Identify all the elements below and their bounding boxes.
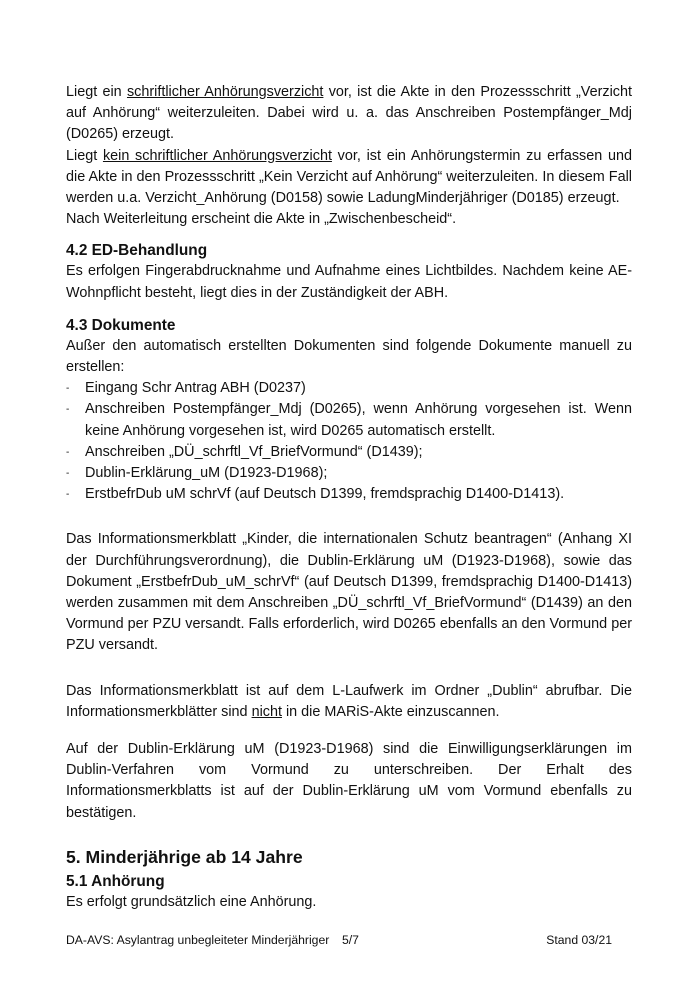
- underlined-text: schriftlicher Anhörungsverzicht: [126, 84, 324, 100]
- list-item: - Anschreiben Postempfänger_Mdj (D0265), wenn Anhörung vorgesehen ist. Wenn keine Anhörung vorgesehen ist, wird D0265 automatisch erstellt.: [66, 399, 632, 441]
- list-item: - Eingang Schr Antrag ABH (D0237): [66, 378, 632, 399]
- section-4-3-intro: Außer den automatisch erstellten Dokumenten sind folgende Dokumente manuell zu erstellen:: [66, 337, 632, 376]
- intro-paragraph-1: Liegt ein schriftlicher Anhörungsverzicht vor, ist die Akte in den Prozessschritt „Verzicht auf Anhörung“ weiterzuleiten. Dabei wird u. a. das Anschreiben Postempfänger_Mdj (D0265) erzeugt.: [66, 84, 632, 143]
- section-heading-4-3: 4.3 Dokumente: [66, 316, 176, 334]
- underlined-text: kein schriftlicher Anhörungsverzicht: [102, 147, 332, 164]
- section-4-3-paragraph-2: Das Informationsmerkblatt ist auf dem L-Laufwerk im Ordner „Dublin“ abrufbar. Die Informationsmerkblätter sind nicht in die MARiS-Akte einzuscannen.: [66, 682, 632, 720]
- footer-title: DA-AVS: Asylantrag unbegleiteter Minderjähriger: [66, 933, 330, 947]
- section-heading-5-1: 5.1 Anhörung: [66, 872, 165, 890]
- section-heading-5: 5. Minderjährige ab 14 Jahre: [66, 846, 303, 867]
- intro-paragraph-3: Nach Weiterleitung erscheint die Akte in „Zwischenbescheid“.: [66, 211, 457, 228]
- list-item: - Dublin-Erklärung_uM (D1923-D1968);: [66, 463, 632, 484]
- section-heading-4-2: 4.2 ED-Behandlung: [66, 242, 208, 260]
- section-5-1-text: Es erfolgt grundsätzlich eine Anhörung.: [66, 893, 317, 910]
- list-item: - Anschreiben „DÜ_schrftl_Vf_BriefVormund“ (D1439);: [66, 442, 632, 463]
- footer-date: Stand 03/21: [546, 933, 612, 947]
- list-item: - ErstbefrDub uM schrVf (auf Deutsch D1399, fremdsprachig D1400-D1413).: [66, 484, 632, 505]
- underlined-text: nicht: [251, 703, 282, 720]
- document-list: [66, 378, 632, 505]
- section-4-3-paragraph-3: Auf der Dublin-Erklärung uM (D1923-D1968) sind die Einwilligungserklärungen im Dublin-Verfahren vom Vormund zu unterschreiben. Der Erhalt des Informationsmerkblatts ist auf der Dublin-Erklärung uM vom Vormund ebenfalls zu bestätigen.: [66, 741, 632, 821]
- section-4-2-text: Es erfolgen Fingerabdrucknahme und Aufnahme eines Lichtbildes. Nachdem keine AE-Wohnpflicht besteht, liegt dies in der Zuständigkeit der ABH.: [66, 263, 632, 301]
- intro-paragraph-2: Liegt kein schriftlicher Anhörungsverzicht vor, ist ein Anhörungstermin zu erfassen und die Akte in den Prozessschritt „Kein Verzicht auf Anhörung“ weiterzuleiten. In diesem Fall werden u.a. Verzicht_Anhörung (D0158) sowie LadungMinderjähriger (D0185) erzeugt.: [66, 147, 632, 207]
- page-content: [66, 82, 632, 913]
- page-number: 5/7: [342, 933, 359, 947]
- section-4-3-paragraph-1: Das Informationsmerkblatt „Kinder, die internationalen Schutz beantragen“ (Anhang XI der Durchführungsverordnung), die Dublin-Erklärung uM (D1923-D1968), sowie das Dokument „ErstbefrDub_uM_schrVf“ (auf Deutsch D1399, fremdsprachig D1400-D1413) werden zusammen mit dem Anschreiben „DÜ_schrftl_Vf_BriefVormund“ (D1439) an den Vormund per PZU versandt. Falls erforderlich, wird D0265 ebenfalls an den Vormund per PZU versandt.: [66, 531, 632, 654]
